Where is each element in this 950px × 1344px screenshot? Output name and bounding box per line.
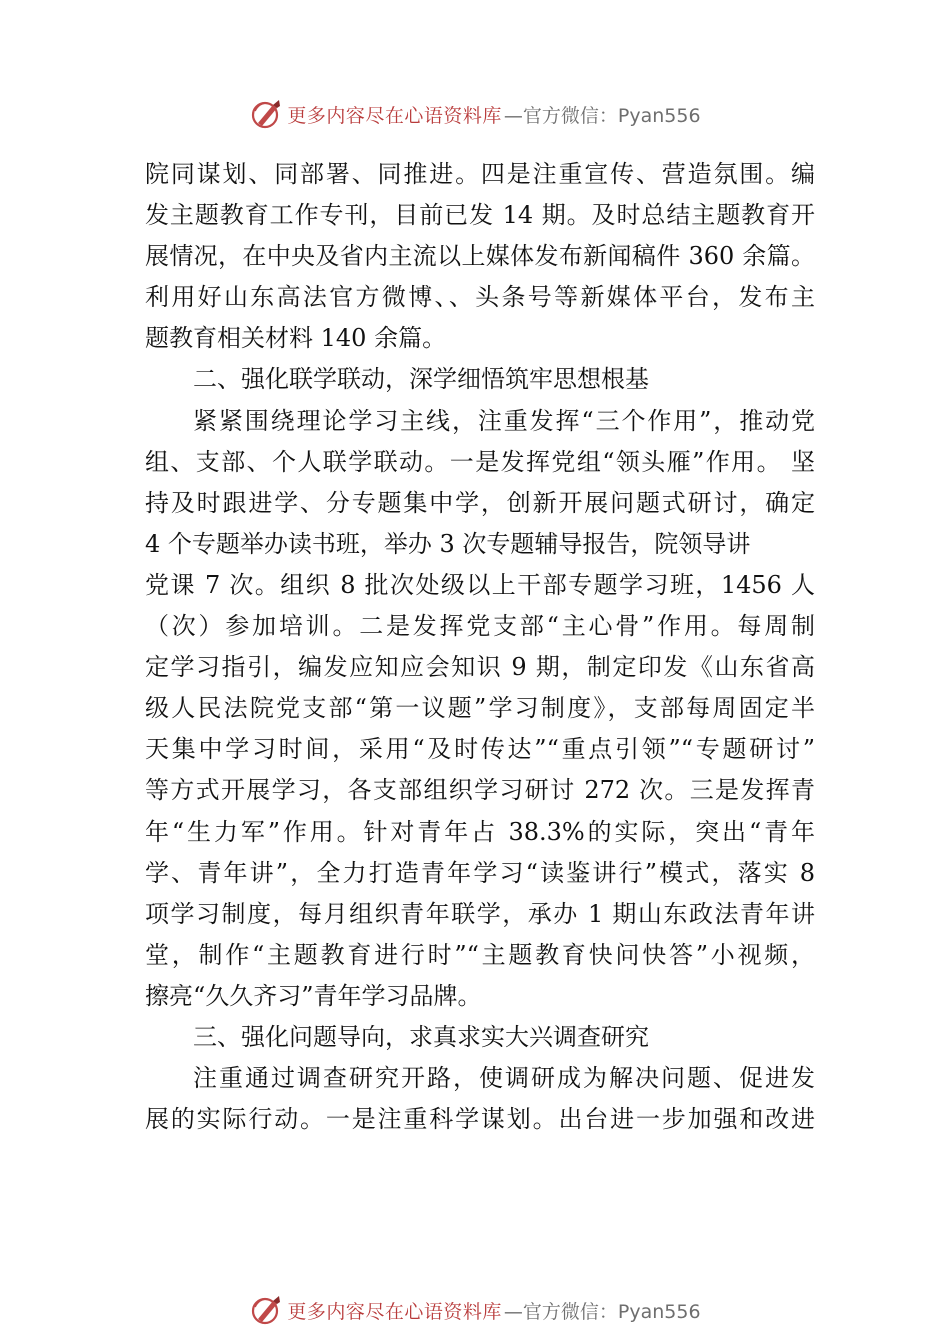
text-line: 等方式开展学习，各支部组织学习研讨 272 次。三是发挥青	[145, 776, 815, 805]
text-line: 天集中学习时间，采用“及时传达”“重点引领”“专题研讨”	[145, 735, 815, 764]
text-line: 级人民法院党支部“第一议题”学习制度》，支部每周固定半	[145, 694, 815, 723]
text-line: 定学习指引，编发应知应会知识 9 期，制定印发《山东省高	[145, 653, 815, 682]
watermark-header	[0, 94, 950, 134]
text-line: 展情况，在中央及省内主流以上媒体发布新闻稿件 360 余篇。	[145, 242, 815, 271]
text-line: 学、青年讲”，全力打造青年学习“读鉴讲行”模式，落实 8	[145, 858, 815, 887]
text-line: 院同谋划、同部署、同推进。四是注重宣传、营造氛围。编	[145, 160, 815, 188]
text-line: （次）参加培训。二是发挥党支部“主心骨”作用。每周制	[145, 612, 815, 641]
text-line: 堂，制作“主题教育进行时”“主题教育快问快答”小视频，	[145, 940, 815, 969]
watermark-brand-text: 更多内容尽在心语资料库	[287, 104, 502, 127]
watermark-contact-text: —官方微信：Pyan556	[503, 104, 701, 127]
text-line: 题教育相关材料 140 余篇。	[145, 324, 447, 353]
watermark-contact-text: —官方微信：Pyan556	[503, 1300, 701, 1323]
text-line: 党课 7 次。组织 8 批次处级以上干部专题学习班，1456 人	[145, 570, 815, 599]
text-line: 组、支部、个人联学联动。一是发挥党组“领头雁”作用。 坚	[145, 447, 815, 476]
text-line: 年“生力军”作用。针对青年占 38.3%的实际，突出“青年	[145, 817, 815, 846]
text-line: 三、强化问题导向，求真求实大兴调查研究	[193, 1022, 649, 1051]
text-line: 发主题教育工作专刊，目前已发 14 期。及时总结主题教育开	[145, 201, 815, 230]
watermark-footer	[0, 1290, 950, 1330]
text-line: 擦亮“久久齐习”青年学习品牌。	[145, 981, 482, 1010]
pen-nib-logo-icon	[249, 1293, 283, 1327]
text-line: 二、强化联学联动，深学细悟筑牢思想根基	[193, 365, 649, 394]
text-line: 注重通过调查研究开路，使调研成为解决问题、促进发	[193, 1064, 815, 1093]
document-body	[145, 154, 815, 1140]
text-line: 4 个专题举办读书班，举办 3 次专题辅导报告，院领导讲	[145, 529, 751, 558]
text-line: 持及时跟进学、分专题集中学，创新开展问题式研讨，确定	[145, 488, 815, 517]
watermark-brand-text: 更多内容尽在心语资料库	[287, 1300, 502, 1323]
text-line: 展的实际行动。一是注重科学谋划。出台进一步加强和改进	[145, 1105, 815, 1134]
text-line: 紧紧围绕理论学习主线，注重发挥“三个作用”，推动党	[193, 406, 815, 435]
pen-nib-logo-icon	[249, 97, 283, 131]
text-line: 项学习制度，每月组织青年联学，承办 1 期山东政法青年讲	[145, 899, 815, 928]
text-line: 利用好山东高法官方微博、、头条号等新媒体平台，发布主	[145, 283, 815, 312]
